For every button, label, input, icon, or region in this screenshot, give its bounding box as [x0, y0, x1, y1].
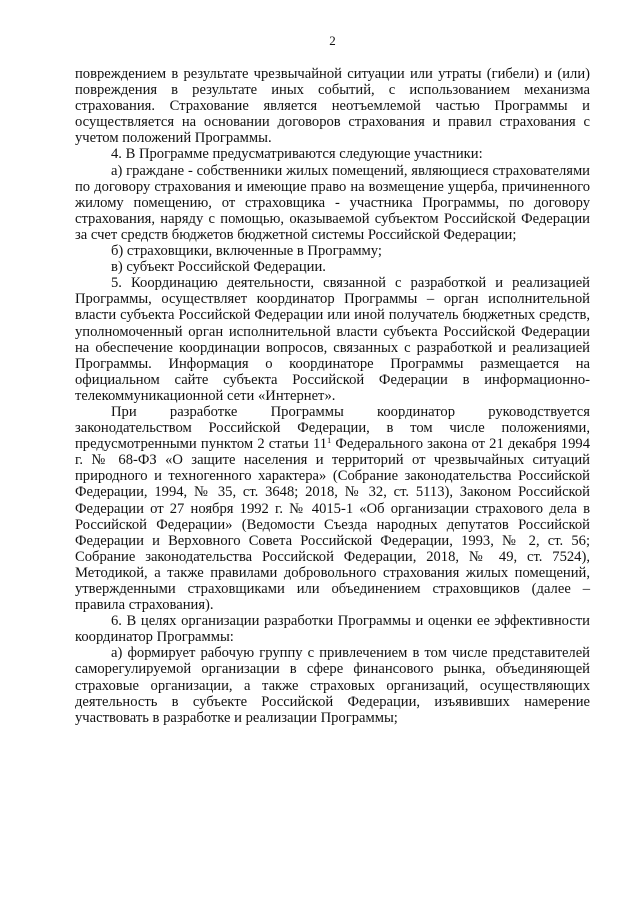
paragraph-continuation: повреждением в результате чрезвычайной ситуации или утраты (гибели) и (или) повреждения в результате иных событий, с использованием механизма страхования. Страхование является неотъемлемой частью Программы и осуществляется на основании договоров страхования и правил страхования с учетом положений Программы.	[75, 66, 590, 147]
superscript-footnote: 1	[327, 435, 332, 446]
paragraph-item-4b: б) страховщики, включенные в Программу;	[111, 243, 382, 260]
paragraph-item-4: 4. В Программе предусматриваются следующие участники:	[111, 146, 483, 163]
paragraph-item-6a: а) формирует рабочую группу с привлечением в том числе представителей саморегулируемой организации в сфере финансового рынка, объединяющей страховые организации, а также страховых организаций, осуществляющих деятельность в субъекте Российской Федерации, изъявивших намерение участвовать в разработке и реализации Программы;	[75, 645, 590, 726]
paragraph-item-4v: в) субъект Российской Федерации.	[111, 259, 326, 276]
legislation-text-before: При разработке Программы координатор руководствуется законодательством Российской Федерации, в том числе положениями, предусмотренными пунктом 2 статьи 11	[75, 403, 590, 453]
paragraph-item-6: 6. В целях организации разработки Программы и оценки ее эффективности координатор Программы:	[75, 613, 590, 646]
legislation-text-after: Федерального закона от 21 декабря 1994 г. № 68-ФЗ «О защите населения и территорий от чрезвычайных ситуаций природного и техногенного характера» (Собрание законодательства Российской Федерации, 1994, № 35, ст. 3648; 2018, № 32, ст. 5113), Законом Российской Федерации от 27 ноября 1992 г. № 4015-1 «Об организации страхового дела в Российской Федерации» (Ведомости Съезда народных депутатов Российской Федерации и Верховного Совета Российской Федерации, 1993, № 2, ст. 56; Собрание законодательства Российской Федерации, 2018, № 49, ст. 7524), Методикой, а также правилами добровольного страхования жилых помещений, утвержденными страховщиками или объединением страховщиков (далее – правила страхования).	[75, 436, 590, 614]
paragraph-item-5: 5. Координацию деятельности, связанной с разработкой и реализацией Программы, осуществляет координатор Программы – орган исполнительной власти субъекта Российской Федерации или иной получатель бюджетных средств, уполномоченный орган исполнительной власти субъекта Российской Федерации на обеспечение координации вопросов, связанных с разработкой и реализацией Программы. Информация о координаторе Программы размещается на официальном сайте субъекта Российской Федерации в информационно-телекоммуникационной сети «Интернет».	[75, 275, 590, 404]
page-number: 2	[329, 33, 336, 48]
paragraph-item-4a: а) граждане - собственники жилых помещений, являющиеся страхователями по договору страхования и имеющие право на возмещение ущерба, причиненного жилому помещению, от страховщика - участника Программы, по договору страхования, наряду с помощью, оказываемой субъектом Российской Федерации за счет средств бюджетов бюджетной системы Российской Федерации;	[75, 162, 590, 243]
paragraph-legislation	[75, 404, 590, 613]
